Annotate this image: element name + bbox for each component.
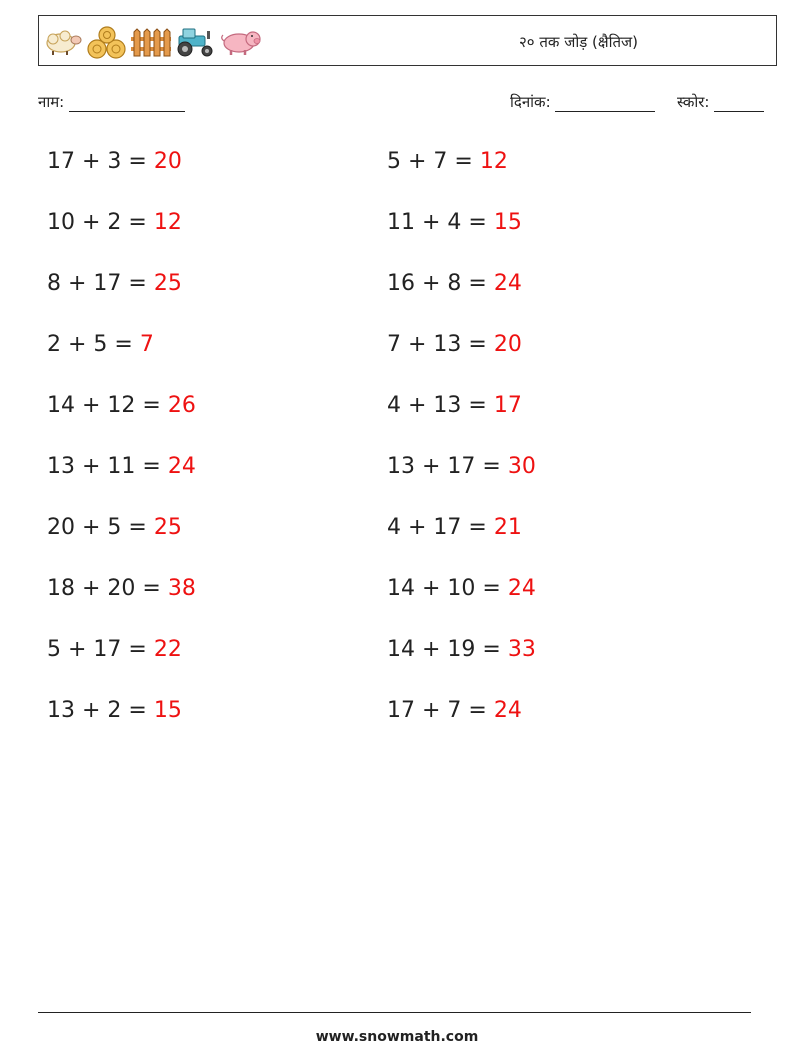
question-text: 14 + 12 = [47,393,168,418]
answer-text: 12 [153,210,182,235]
question-text: 17 + 3 = [47,149,154,174]
score-blank[interactable] [714,95,764,112]
problem-right-5 [387,393,522,419]
problem-left-3 [47,271,182,297]
tractor-icon [173,26,217,58]
problem-left-9 [47,637,182,663]
problem-right-2 [387,210,522,236]
date-field [510,92,655,112]
answer-text: 20 [493,332,522,357]
problem-right-10 [387,698,522,724]
question-text: 18 + 20 = [47,576,168,601]
name-blank[interactable] [69,95,185,112]
header-icons [43,24,263,60]
question-text: 16 + 8 = [387,271,494,296]
problem-left-2 [47,210,182,236]
question-text: 2 + 5 = [47,332,140,357]
question-text: 5 + 7 = [387,149,480,174]
answer-text: 30 [507,454,536,479]
answer-text: 17 [493,393,522,418]
score-field [677,92,764,112]
question-text: 14 + 19 = [387,637,508,662]
answer-text: 22 [153,637,182,662]
problem-left-7 [47,515,182,541]
problem-left-10 [47,698,182,724]
problem-left-6 [47,454,196,480]
answer-text: 33 [507,637,536,662]
answer-text: 25 [153,515,182,540]
answer-text: 21 [493,515,522,540]
problem-right-4 [387,332,522,358]
footer-divider [38,1012,751,1013]
answer-text: 24 [493,271,522,296]
question-text: 10 + 2 = [47,210,154,235]
answer-text: 26 [167,393,196,418]
problem-left-4 [47,332,154,358]
answer-text: 25 [153,271,182,296]
answer-text: 38 [167,576,196,601]
score-label: स्कोर: [677,93,710,111]
question-text: 13 + 11 = [47,454,168,479]
question-text: 13 + 17 = [387,454,508,479]
answer-text: 12 [479,149,508,174]
answer-text: 15 [153,698,182,723]
answer-text: 15 [493,210,522,235]
answer-text: 24 [167,454,196,479]
date-label: दिनांक: [510,93,551,111]
problem-right-7 [387,515,522,541]
hay-bales-icon [85,25,129,59]
problem-left-8 [47,576,196,602]
problem-right-1 [387,149,508,175]
answer-text: 7 [139,332,154,357]
sheep-icon [43,27,83,57]
question-text: 5 + 17 = [47,637,154,662]
problem-right-3 [387,271,522,297]
question-text: 11 + 4 = [387,210,494,235]
footer-url[interactable]: www.snowmath.com [315,1029,479,1045]
worksheet-header [38,15,777,66]
question-text: 20 + 5 = [47,515,154,540]
pig-icon [219,27,263,57]
question-text: 7 + 13 = [387,332,494,357]
question-text: 8 + 17 = [47,271,154,296]
question-text: 4 + 13 = [387,393,494,418]
fence-icon [131,26,171,58]
question-text: 13 + 2 = [47,698,154,723]
problem-left-5 [47,393,196,419]
name-field [38,92,185,112]
answer-text: 24 [493,698,522,723]
problem-left-1 [47,149,182,175]
worksheet-title: २० तक जोड़ (क्षैतिज) [519,33,639,51]
question-text: 4 + 17 = [387,515,494,540]
problem-right-8 [387,576,536,602]
answer-text: 20 [153,149,182,174]
date-blank[interactable] [555,95,655,112]
answer-text: 24 [507,576,536,601]
problem-right-6 [387,454,536,480]
problem-right-9 [387,637,536,663]
name-label: नाम: [38,93,65,111]
question-text: 14 + 10 = [387,576,508,601]
question-text: 17 + 7 = [387,698,494,723]
